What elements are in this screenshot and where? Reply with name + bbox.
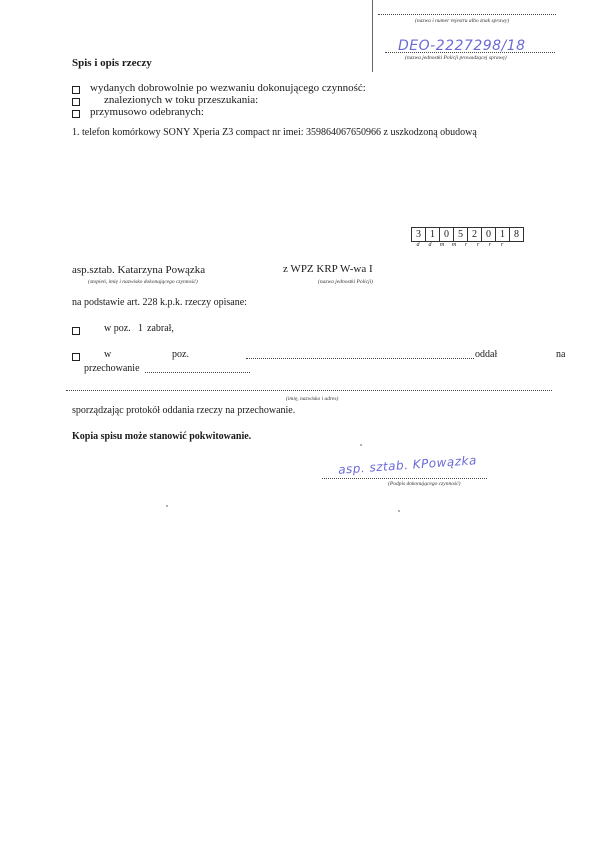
- kopia-note: Kopia spisu może stanowić pokwitowanie.: [72, 431, 252, 442]
- option-checkbox-znalezionych[interactable]: [72, 98, 80, 106]
- option-label-przymusowo: przymusowo odebranych:: [90, 106, 204, 118]
- date-digit: 2: [467, 227, 482, 242]
- signature-dotted-line: [322, 478, 487, 479]
- name-address-caption: (imię, nazwisko i adres): [286, 396, 339, 402]
- register-caption: (nazwa i numer rejestru albo znak sprawy): [415, 18, 510, 24]
- line2-checkbox[interactable]: [72, 353, 80, 361]
- przechowanie-dotted-field[interactable]: [145, 372, 250, 373]
- officer-caption: (stopień, imię i nazwisko dokonującego czynność): [88, 279, 198, 285]
- przechowanie-label: przechowanie: [84, 363, 140, 374]
- line2-oddal: oddał: [475, 349, 498, 360]
- date-label: d: [416, 242, 420, 248]
- line2-dotted-field[interactable]: [246, 358, 474, 359]
- option-label-dobrowolnie: wydanych dobrowolnie po wezwaniu dokonującego czynność:: [90, 82, 366, 94]
- page-title: Spis i opis rzeczy: [72, 57, 152, 69]
- line1-zabral: zabrał,: [147, 323, 174, 334]
- register-dotted-line: [378, 14, 556, 15]
- date-label: d: [428, 242, 432, 248]
- scan-speck: [398, 510, 400, 512]
- option-checkbox-przymusowo[interactable]: [72, 110, 80, 118]
- date-boxes: [412, 227, 524, 242]
- case-number: DEO-2227298/18: [398, 38, 526, 54]
- date-label: m: [439, 242, 445, 248]
- scan-speck: [166, 505, 168, 507]
- line1-w-poz: w poz.: [104, 323, 131, 334]
- date-digit: 0: [481, 227, 496, 242]
- date-digit: 5: [453, 227, 468, 242]
- option-label-znalezionych: znalezionych w toku przeszukania:: [104, 94, 259, 106]
- item-description: 1. telefon komórkowy SONY Xperia Z3 compact nr imei: 359864067650966 z uszkodzoną obudową: [72, 127, 477, 138]
- scan-speck: [360, 444, 362, 446]
- line2-w: w: [104, 349, 112, 360]
- officer-unit-caption: (nazwa jednostki Policji): [318, 279, 373, 285]
- sporzadzajac-text: sporządzając protokół oddania rzeczy na przechowanie.: [72, 405, 296, 416]
- line2-poz: poz.: [172, 349, 189, 360]
- date-digit: 8: [509, 227, 524, 242]
- signature-caption: (Podpis dokonującego czynność): [388, 481, 461, 487]
- handwritten-signature: asp. sztab. KPowązka: [337, 453, 478, 477]
- date-digit: 0: [439, 227, 454, 242]
- date-digit: 3: [411, 227, 426, 242]
- date-digit: 1: [425, 227, 440, 242]
- date-format-labels: [412, 242, 508, 248]
- date-digit: 1: [495, 227, 510, 242]
- legal-basis: na podstawie art. 228 k.p.k. rzeczy opisane:: [72, 297, 247, 308]
- line1-number: 1: [138, 323, 143, 334]
- line1-checkbox[interactable]: [72, 327, 80, 335]
- date-label: r: [500, 242, 504, 248]
- date-label: m: [451, 242, 457, 248]
- unit-dotted-line: [385, 52, 555, 53]
- date-label: r: [476, 242, 480, 248]
- officer-unit: z WPZ KRP W-wa I: [283, 263, 373, 275]
- option-checkbox-dobrowolnie[interactable]: [72, 86, 80, 94]
- header-divider: [372, 0, 373, 72]
- date-label: r: [488, 242, 492, 248]
- name-address-dotted-line[interactable]: [66, 390, 552, 391]
- date-label: r: [464, 242, 468, 248]
- officer-name: asp.sztab. Katarzyna Powązka: [72, 264, 206, 276]
- unit-caption: (nazwa jednostki Policji prowadzącej sprawę): [405, 55, 507, 61]
- line2-na: na: [556, 349, 566, 360]
